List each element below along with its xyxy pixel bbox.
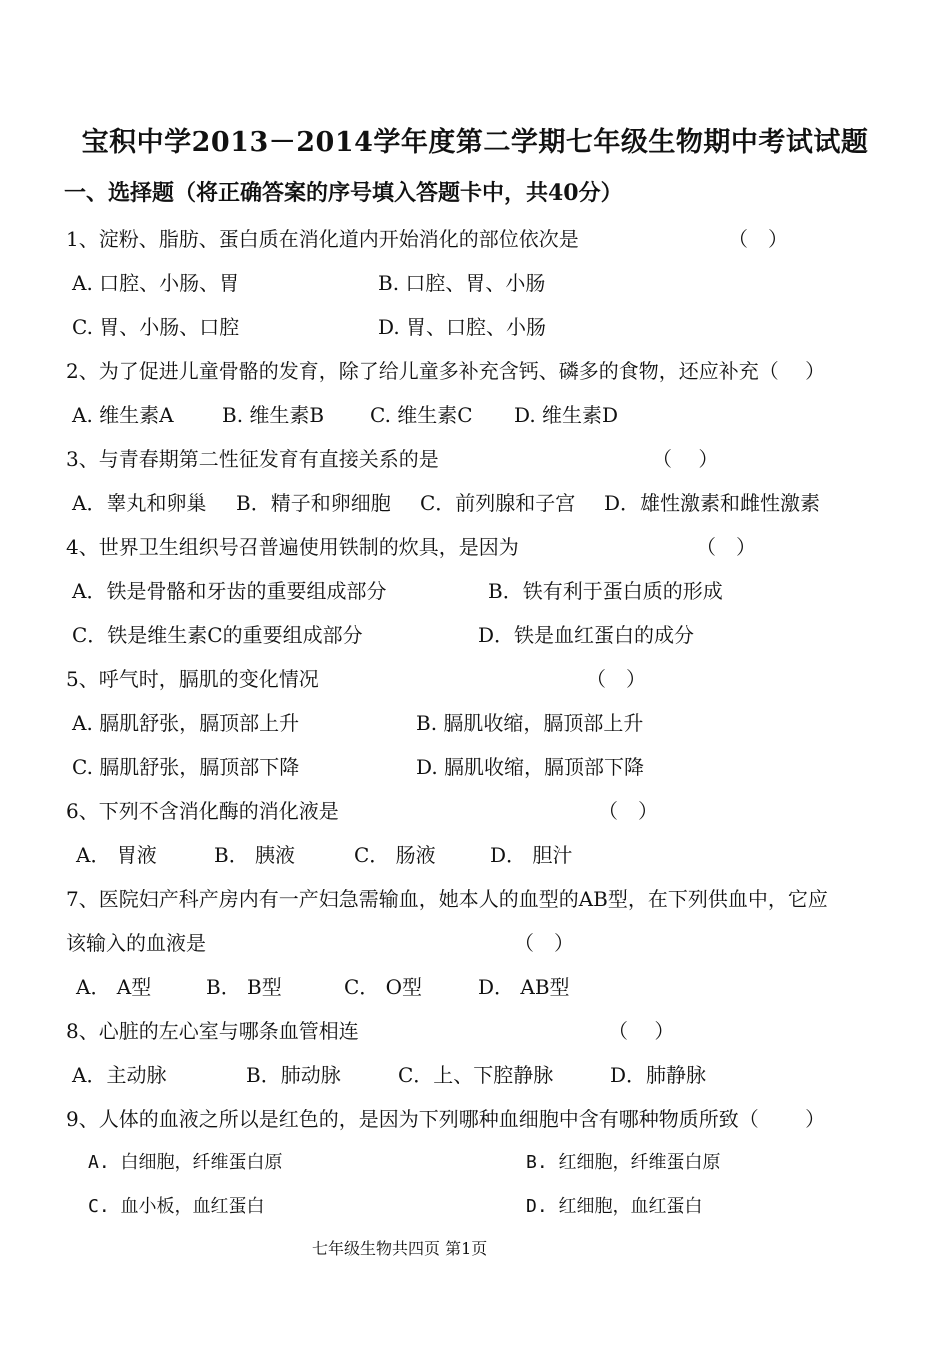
- question-8-option-b: B．肺动脉: [246, 1063, 341, 1087]
- question-9-option-d: D. 红细胞，血红蛋白: [526, 1196, 703, 1217]
- question-4-option-c: C．铁是维生素C的重要组成部分: [72, 623, 363, 647]
- question-3-answer-paren: （ ）: [652, 447, 719, 471]
- question-6-option-d: D． 胆汁: [490, 843, 573, 867]
- question-7-answer-paren: （ ）: [514, 931, 574, 955]
- question-8-option-a: A．主动脉: [72, 1063, 167, 1087]
- question-1-answer-paren: （ ）: [728, 227, 788, 251]
- question-5-option-b: B. 膈肌收缩，膈顶部上升: [416, 711, 644, 735]
- question-1-stem: 1、淀粉、脂肪、蛋白质在消化道内开始消化的部位依次是: [66, 227, 579, 251]
- question-6-answer-paren: （ ）: [598, 799, 658, 823]
- question-1-option-a: A. 口腔、小肠、胃: [72, 271, 240, 295]
- question-3-stem: 3、与青春期第二性征发育有直接关系的是: [66, 447, 439, 471]
- question-5-stem: 5、呼气时，膈肌的变化情况: [66, 667, 319, 691]
- question-4-stem: 4、世界卫生组织号召普遍使用铁制的炊具，是因为: [66, 535, 519, 559]
- question-8-option-d: D．肺静脉: [610, 1063, 707, 1087]
- question-7-option-c: C． O型: [344, 975, 423, 999]
- question-9-option-a: A. 白细胞，纤维蛋白原: [88, 1152, 283, 1173]
- question-7-option-b: B． B型: [206, 975, 282, 999]
- question-9-option-b: B. 红细胞，纤维蛋白原: [526, 1152, 721, 1173]
- question-5-option-d: D. 膈肌收缩，膈顶部下降: [416, 755, 645, 779]
- question-4-option-d: D．铁是血红蛋白的成分: [478, 623, 695, 647]
- question-8-stem: 8、心脏的左心室与哪条血管相连: [66, 1019, 359, 1043]
- question-3-option-b: B．精子和卵细胞: [236, 491, 391, 515]
- question-4-option-b: B．铁有利于蛋白质的形成: [488, 579, 723, 603]
- question-3-option-d: D．雄性激素和雌性激素: [604, 491, 821, 515]
- question-6-option-c: C． 肠液: [354, 843, 436, 867]
- section-heading: 一、选择题（将正确答案的序号填入答题卡中，共40分）: [64, 180, 623, 206]
- question-4-answer-paren: （ ）: [696, 535, 756, 559]
- question-6-option-b: B． 胰液: [214, 843, 296, 867]
- question-4-option-a: A．铁是骨骼和牙齿的重要组成部分: [72, 579, 387, 603]
- question-5-option-c: C. 膈肌舒张，膈顶部下降: [72, 755, 300, 779]
- question-9-option-c: C. 血小板，血红蛋白: [88, 1196, 265, 1217]
- question-7-option-a: A． A型: [76, 975, 152, 999]
- question-1-option-d: D. 胃、口腔、小肠: [378, 315, 547, 339]
- question-2-option-d: D. 维生素D: [514, 403, 619, 427]
- question-3-option-c: C．前列腺和子宫: [420, 491, 576, 515]
- question-2-stem: 2、为了促进儿童骨骼的发育，除了给儿童多补充含钙、磷多的食物，还应补充（ ）: [66, 359, 826, 383]
- page-title: 宝积中学2013－2014学年度第二学期七年级生物期中考试试题: [81, 127, 869, 158]
- question-3-option-a: A．睾丸和卵巢: [72, 491, 207, 515]
- question-1-option-b: B. 口腔、胃、小肠: [378, 271, 546, 295]
- question-2-option-a: A. 维生素A: [72, 403, 174, 427]
- page-footer: 七年级生物共四页 第1页: [312, 1239, 488, 1258]
- question-7-stem: 7、医院妇产科产房内有一产妇急需输血，她本人的血型的AB型，在下列供血中，它应: [66, 887, 828, 911]
- question-8-option-c: C．上、下腔静脉: [398, 1063, 554, 1087]
- question-6-option-a: A． 胃液: [76, 843, 157, 867]
- question-5-option-a: A. 膈肌舒张，膈顶部上升: [72, 711, 300, 735]
- question-9-stem: 9、人体的血液之所以是红色的，是因为下列哪种血细胞中含有哪种物质所致（ ）: [66, 1107, 826, 1131]
- question-1-option-c: C. 胃、小肠、口腔: [72, 315, 240, 339]
- question-2-option-b: B. 维生素B: [222, 403, 325, 427]
- question-2-option-c: C. 维生素C: [370, 403, 473, 427]
- question-7-stem-continued: 该输入的血液是: [66, 931, 206, 955]
- question-5-answer-paren: （ ）: [586, 667, 646, 691]
- question-7-option-d: D． AB型: [478, 975, 570, 999]
- question-8-answer-paren: （ ）: [608, 1019, 675, 1043]
- question-6-stem: 6、下列不含消化酶的消化液是: [66, 799, 339, 823]
